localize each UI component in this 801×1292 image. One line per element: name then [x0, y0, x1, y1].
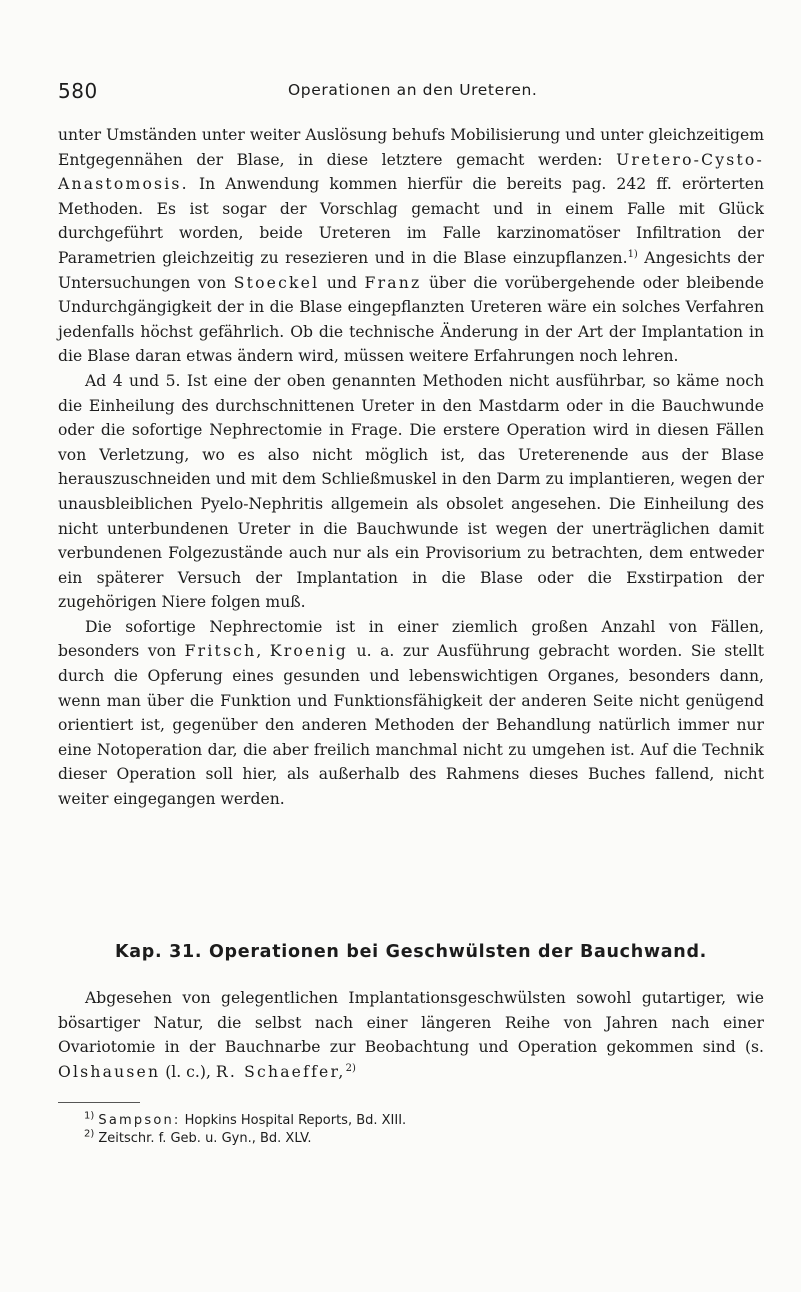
- footnote-text: Zeitschr. f. Geb. u. Gyn., Bd. XLV.: [94, 1131, 312, 1146]
- text-run: unter Umständen unter weiter Auslösung behufs Mobilisierung und unter gleichzeitigem Entgegennähen der Blase, in diese letztere gemacht werden:: [58, 126, 764, 169]
- footnotes: [84, 1112, 764, 1148]
- spaced-term: Uretero-Cysto-Anastomosis.: [58, 150, 764, 194]
- main-text: [58, 123, 764, 812]
- footnote-marker: 1): [84, 1110, 95, 1122]
- page-number: 580: [58, 79, 98, 103]
- text-run: über die vorübergehende oder bleibende Undurchgängigkeit der in die Blase eingepflanzten Ureteren wäre ein solches Verfahren jedenfalls höchst gefährlich. Ob die technische Änderung in der Art der Implantation in die Blase daran etwas ändern wird, müssen weitere Erfahrungen noch lehren.: [58, 273, 765, 366]
- running-title: Operationen an den Ureteren.: [288, 81, 538, 99]
- paragraph: Ad 4 und 5. Ist eine der oben genannten Methoden nicht ausführbar, so käme noch die Einheilung des durchschnittenen Ureter in den Mastdarm oder in die Bauchwunde oder die sofortige Nephrectomie in Frage. Die erstere Operation wird in diesen Fällen von Verletzung, wo es also nicht möglich ist, das Ureterenende aus der Blase herauszuschneiden und mit dem Schließmuskel in den Darm zu implantieren, wegen der unausbleiblichen Pyelo-Nephritis allgemein als obsolet angesehen. Die Einheilung des nicht unterbundenen Ureter in die Bauchwunde ist wegen der unerträglichen damit verbundenen Folgezustände auch nur als ein Provisorium zu betrachten, dem entweder ein späterer Versuch der Implantation in die Blase oder die Exstirpation der zugehörigen Niere folgen muß.: [58, 371, 764, 612]
- text-run: u. a. zur Ausführung gebracht worden. Sie stellt durch die Opferung eines gesunden und lebenswichtigen Organes, besonders dann, wenn man über die Funktion und Funktionsfähigkeit der anderen Seite nicht genügend orientiert ist, gegenüber den anderen Methoden der Behandlung natürlich immer nur eine Notoperation dar, die aber freilich manchmal nicht zu umgehen ist. Auf die Technik dieser Operation soll hier, als außerhalb des Rahmens dieses Buches fallend, nicht weiter eingegangen werden.: [58, 642, 764, 809]
- footnote-marker: 2): [84, 1128, 95, 1140]
- footnote: [84, 1112, 764, 1130]
- paragraph: [58, 123, 764, 369]
- footnote-marker: 1): [627, 248, 638, 260]
- author-name: R. Schaeffer,: [215, 1062, 346, 1081]
- paragraph: [58, 986, 764, 1084]
- author-name: Franz: [364, 273, 422, 292]
- text-run: Abgesehen von gelegentlichen Implantationsgeschwülsten sowohl gutartiger, wie bösartiger Natur, die selbst nach einer längeren Reihe von Jahren nach einer Ovariotomie in der Bauchnarbe zur Beobachtung und Operation gekommen sind (s.: [58, 989, 764, 1057]
- footnote-marker: 2): [345, 1062, 356, 1074]
- footnote-divider: [58, 1102, 140, 1103]
- paragraph: [58, 615, 764, 812]
- text-run: ,: [256, 642, 270, 661]
- author-name: Kroenig: [269, 642, 348, 661]
- author-name: Stoeckel: [233, 273, 320, 292]
- text-run: (l. c.),: [160, 1062, 216, 1081]
- page-header: [58, 79, 767, 109]
- author-name: Fritsch: [184, 642, 257, 661]
- chapter-text: [58, 986, 764, 1084]
- text-run: und: [319, 273, 365, 292]
- author-name: Olshausen: [58, 1062, 161, 1081]
- text-run: In Anwendung kommen hierfür die bereits pag. 242 ff. erörterten Methoden. Es ist sogar der Vorschlag gemacht und in einem Falle mit Glück durchgeführt worden, beide Ureteren im Falle karzinomatöser Infiltration der Parametrien gleichzeitig zu resezieren und in die Blase einzupflanzen.: [58, 175, 764, 267]
- footnote: [84, 1130, 764, 1148]
- footnote-text: Hopkins Hospital Reports, Bd. XIII.: [180, 1113, 407, 1128]
- text-run: Die sofortige Nephrectomie ist in einer ziemlich großen Anzahl von Fällen, besonders von: [58, 617, 764, 661]
- chapter-heading: Kap. 31. Operationen bei Geschwülsten der Bauchwand.: [114, 942, 708, 962]
- text-run: Angesichts der Untersuchungen von: [58, 248, 764, 292]
- footnote-author: Sampson:: [98, 1113, 181, 1128]
